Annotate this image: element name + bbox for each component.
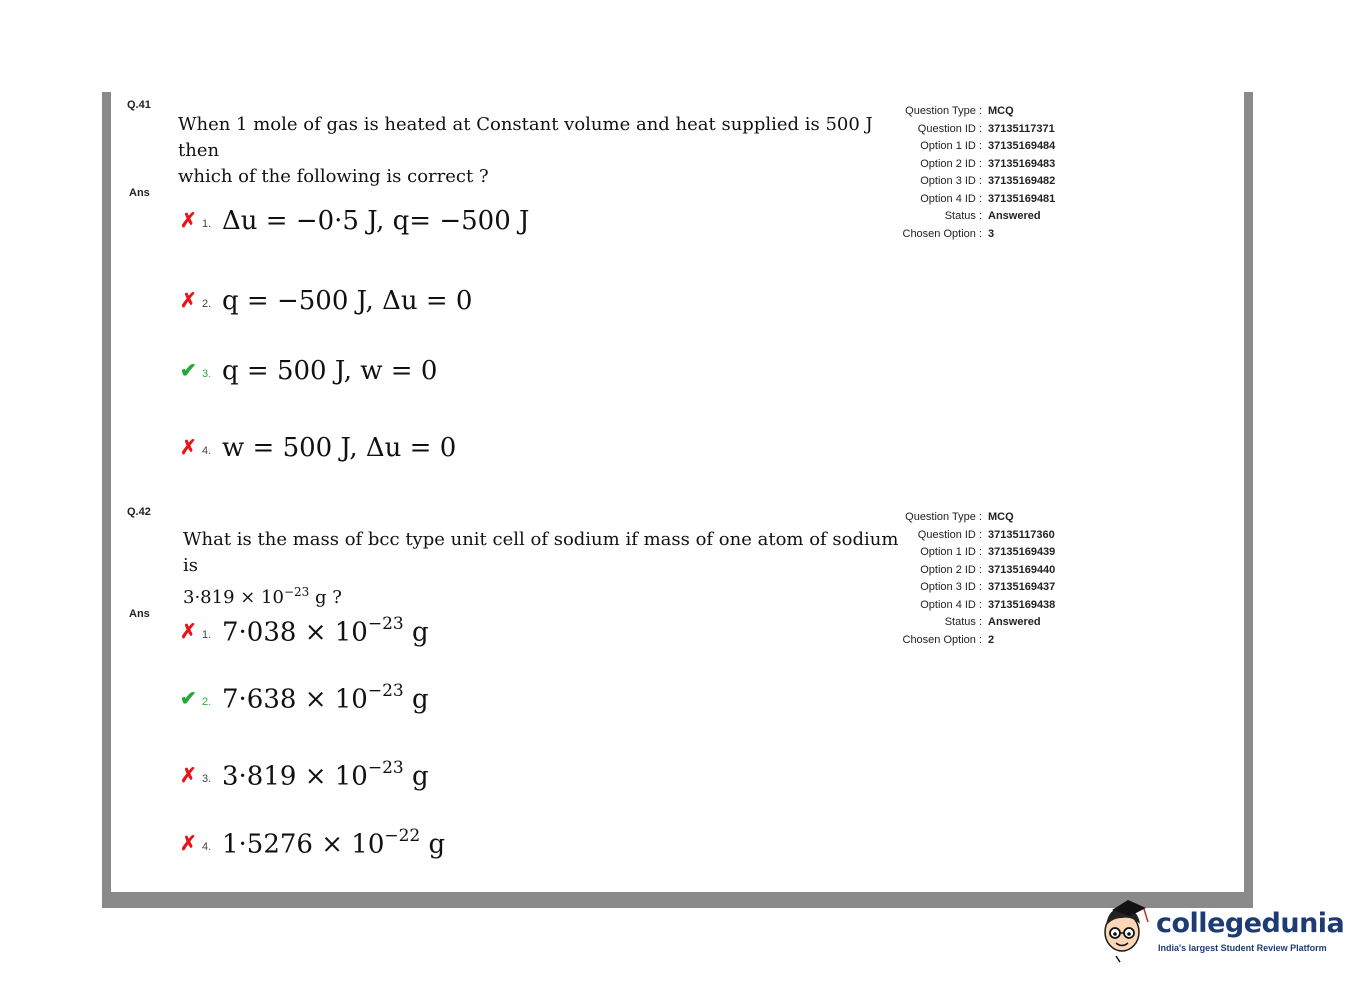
cross-icon: ✗ <box>180 833 197 855</box>
meta-label: Question Type : <box>905 105 982 117</box>
ans-label: Ans <box>129 608 150 620</box>
option-text: q = 500 J, w = 0 <box>222 356 438 386</box>
logo-tagline: India's largest Student Review Platform <box>1158 943 1327 953</box>
meta-value: 37135117371 <box>988 122 1055 135</box>
meta-label: Chosen Option : <box>902 227 982 240</box>
option-text <box>222 683 429 715</box>
option-exponent: −22 <box>384 826 421 847</box>
option-text: q = −500 J, Δu = 0 <box>222 286 473 316</box>
option-1 <box>180 201 529 241</box>
option-text: Δu = −0·5 J, q= −500 J <box>222 206 530 236</box>
option-base: 3·819 × 10 <box>222 761 368 792</box>
meta-value: MCQ <box>988 105 1014 117</box>
student-mascot-icon <box>1098 896 1158 966</box>
meta-value: Answered <box>988 616 1041 628</box>
meta-value: 37135117360 <box>988 528 1055 541</box>
meta-value: 37135169440 <box>988 563 1056 576</box>
option-1 <box>180 612 429 652</box>
option-unit: g <box>403 617 429 648</box>
meta-row <box>862 226 1082 244</box>
question-text-line: What is the mass of bcc type unit cell of sodium if mass of one atom of sodium is <box>183 529 899 576</box>
question-text-base: 3·819 × 10 <box>183 587 284 608</box>
collegedunia-logo[interactable] <box>1098 896 1345 966</box>
option-text <box>222 760 429 792</box>
page-frame-left <box>102 92 111 908</box>
option-base: 7·638 × 10 <box>222 684 368 715</box>
check-icon: ✔ <box>180 688 197 710</box>
question-text <box>178 112 898 190</box>
option-number: 2. <box>202 696 212 708</box>
meta-label: Option 2 ID : <box>920 157 982 170</box>
question-text <box>183 527 903 611</box>
ans-label: Ans <box>129 187 150 199</box>
option-exponent: −23 <box>367 681 404 702</box>
meta-row <box>862 103 1082 121</box>
meta-value: 37135169439 <box>988 546 1056 558</box>
option-number: 1. <box>202 629 212 641</box>
meta-row <box>862 614 1082 632</box>
option-exponent: −23 <box>367 758 404 779</box>
meta-row <box>862 208 1082 226</box>
option-text: w = 500 J, Δu = 0 <box>222 433 457 463</box>
option-number: 4. <box>202 841 212 853</box>
meta-row <box>862 191 1082 209</box>
question-text-line <box>183 579 903 611</box>
meta-label: Question ID : <box>917 528 982 541</box>
cross-icon: ✗ <box>180 290 197 312</box>
meta-row <box>862 156 1082 174</box>
option-4 <box>180 824 445 864</box>
meta-value: 37135169438 <box>988 598 1056 611</box>
option-number: 3. <box>202 773 212 785</box>
option-number: 2. <box>202 298 212 310</box>
meta-label: Option 4 ID : <box>920 192 982 205</box>
question-meta <box>862 103 1082 243</box>
meta-row <box>862 527 1082 545</box>
option-2 <box>180 281 472 321</box>
question-meta <box>862 509 1082 649</box>
question-text-line: which of the following is correct ? <box>178 166 489 187</box>
meta-row <box>862 173 1082 191</box>
meta-row <box>862 544 1082 562</box>
logo-name: collegedunia <box>1156 908 1345 939</box>
meta-row <box>862 632 1082 650</box>
meta-value: 37135169483 <box>988 157 1056 170</box>
question-number: Q.41 <box>127 99 151 111</box>
meta-value: 2 <box>988 633 995 646</box>
meta-value: 37135169484 <box>988 140 1056 152</box>
meta-row <box>862 562 1082 580</box>
meta-value: 3 <box>988 227 995 240</box>
cross-icon: ✗ <box>180 437 197 459</box>
option-3 <box>180 756 429 796</box>
meta-label: Option 4 ID : <box>920 598 982 611</box>
meta-label: Option 3 ID : <box>920 581 982 593</box>
meta-label: Option 1 ID : <box>920 546 982 558</box>
meta-label: Status : <box>944 210 982 222</box>
meta-row <box>862 509 1082 527</box>
meta-label: Question Type : <box>905 511 982 523</box>
meta-label: Option 3 ID : <box>920 175 982 187</box>
question-text-exponent: −23 <box>283 585 310 599</box>
meta-label: Option 1 ID : <box>920 140 982 152</box>
meta-row <box>862 121 1082 139</box>
option-text <box>222 616 429 648</box>
meta-value: Answered <box>988 210 1041 222</box>
meta-label: Chosen Option : <box>902 633 982 646</box>
question-text-line: When 1 mole of gas is heated at Constant volume and heat supplied is 500 J then <box>178 114 873 161</box>
option-unit: g <box>403 761 429 792</box>
meta-row <box>862 597 1082 615</box>
option-3 <box>180 351 437 391</box>
meta-value: 37135169481 <box>988 192 1056 205</box>
option-base: 1·5276 × 10 <box>222 829 385 860</box>
meta-label: Status : <box>944 616 982 628</box>
option-number: 4. <box>202 445 212 457</box>
meta-value: 37135169437 <box>988 581 1056 593</box>
option-2 <box>180 679 429 719</box>
option-number: 1. <box>202 218 212 230</box>
question-text-unit: g ? <box>309 587 342 608</box>
cross-icon: ✗ <box>180 621 197 643</box>
option-unit: g <box>403 684 429 715</box>
meta-label: Question ID : <box>917 122 982 135</box>
option-exponent: −23 <box>367 614 404 635</box>
option-number: 3. <box>202 368 212 380</box>
option-text <box>222 828 445 860</box>
meta-value: 37135169482 <box>988 175 1056 187</box>
page-frame-bottom <box>102 892 1253 908</box>
meta-row <box>862 579 1082 597</box>
meta-label: Option 2 ID : <box>920 563 982 576</box>
option-unit: g <box>420 829 446 860</box>
check-icon: ✔ <box>180 360 197 382</box>
meta-value: MCQ <box>988 511 1014 523</box>
question-number: Q.42 <box>127 506 151 518</box>
page-frame-right <box>1244 92 1253 896</box>
meta-row <box>862 138 1082 156</box>
option-base: 7·038 × 10 <box>222 617 368 648</box>
option-4 <box>180 428 456 468</box>
cross-icon: ✗ <box>180 210 197 232</box>
cross-icon: ✗ <box>180 765 197 787</box>
